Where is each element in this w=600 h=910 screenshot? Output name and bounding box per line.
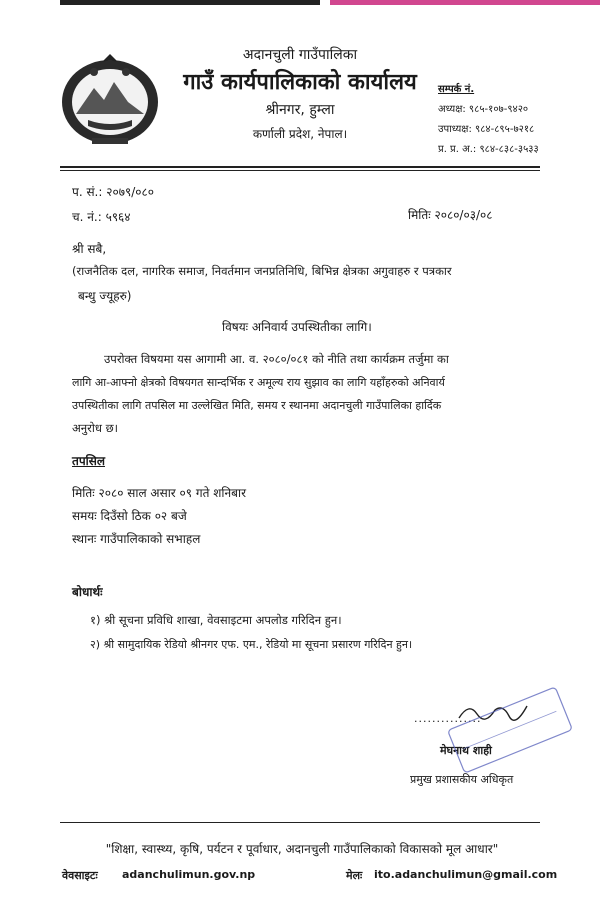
cc-item-1: १) श्री सूचना प्रविधि शाखा, वेवसाइटमा अपलोड गरिदिन हुन। — [90, 613, 342, 627]
email-link[interactable]: ito.adanchulimun@gmail.com — [374, 868, 558, 881]
subject: विषयः अनिवार्य उपस्थितीका लागि। — [222, 320, 372, 334]
email-label: मेलः — [346, 869, 363, 882]
website-link[interactable]: adanchulimun.gov.np — [122, 868, 256, 881]
office-location: श्रीनगर, हुम्ला — [265, 102, 335, 118]
footer-motto: "शिक्षा, स्वास्थ्य, कृषि, पर्यटन र पूर्वाधार, अदानचुली गाउँपालिकाको विकासको मूल आधार" — [105, 842, 499, 856]
schedule-venue: स्थानः गाउँपालिकाको सभाहल — [72, 532, 201, 546]
cc-item-2: २) श्री सामुदायिक रेडियो श्रीनगर एफ. एम., रेडियो मा सूचना प्रसारण गरिदिन हुन। — [90, 638, 413, 651]
letterhead — [180, 45, 420, 142]
recipient-detail-line2: बन्धु ज्यूहरु) — [78, 289, 132, 303]
header-divider — [60, 166, 540, 168]
schedule-time: समयः दिउँसो ठिक ०२ बजे — [72, 509, 187, 523]
letter-date: मितिः २०८०/०३/०८ — [408, 208, 493, 222]
municipality-name: अदानचुली गाउँपालिका — [242, 47, 358, 63]
footer-divider — [60, 822, 540, 823]
top-pink-strip — [330, 0, 600, 5]
body-line4: अनुरोध छ। — [72, 421, 118, 435]
nepal-emblem-icon — [58, 52, 162, 147]
contact-chair: अध्यक्ष: ९८५-१०७-९४२० — [438, 104, 529, 115]
signatory-designation: प्रमुख प्रशासकीय अधिकृत — [410, 773, 514, 786]
body-line1: उपरोक्त विषयमा यस आगामी आ. व. २०८०/०८१ को नीति तथा कार्यक्रम तर्जुमा का — [104, 352, 449, 366]
signature-line: ............... — [414, 712, 482, 725]
body-line3: उपस्थितीका लागि तपसिल मा उल्लेखित मिति, समय र स्थानमा अदानचुली गाउँपालिका हार्दिक — [72, 399, 442, 412]
cc-title: बोधार्थः — [72, 585, 103, 599]
schedule-date: मितिः २०८० साल असार ०९ गते शनिबार — [72, 486, 247, 500]
office-province: कर्णाली प्रदेश, नेपाल। — [252, 127, 348, 141]
dispatch-number: च. नं.: ५९६४ — [72, 210, 131, 224]
contact-block — [438, 80, 539, 160]
office-name: गाउँ कार्यपालिकाको कार्यालय — [183, 70, 417, 95]
top-dark-strip — [60, 0, 320, 5]
contact-cao: प्र. प्र. अ.: ९८४-८३८-३५३३ — [438, 144, 539, 155]
website-label: वेवसाइटः — [62, 869, 98, 882]
contact-title: सम्पर्क नं. — [438, 84, 475, 95]
body-line2: लागि आ-आफ्नो क्षेत्रको विषयगत सान्दर्भिक र अमूल्य राय सुझाव का लागि यहाँहरुको अनिवार्य — [72, 376, 445, 389]
letter-number: प. सं.: २०७९/०८० — [72, 185, 154, 199]
header-divider-thin — [60, 170, 540, 171]
schedule-title: तपसिल — [72, 454, 106, 468]
recipient-detail-line1: (राजनैतिक दल, नागरिक समाज, निवर्तमान जनप्रतिनिधि, बिभिन्न क्षेत्रका अगुवाहरु र पत्रकार — [72, 264, 452, 278]
signatory-name: मेघनाथ शाही — [440, 744, 492, 757]
official-stamp — [445, 684, 575, 775]
salutation: श्री सबै, — [72, 242, 107, 256]
contact-vice-chair: उपाध्यक्ष: ९८४-८९५-७२१८ — [438, 124, 535, 135]
